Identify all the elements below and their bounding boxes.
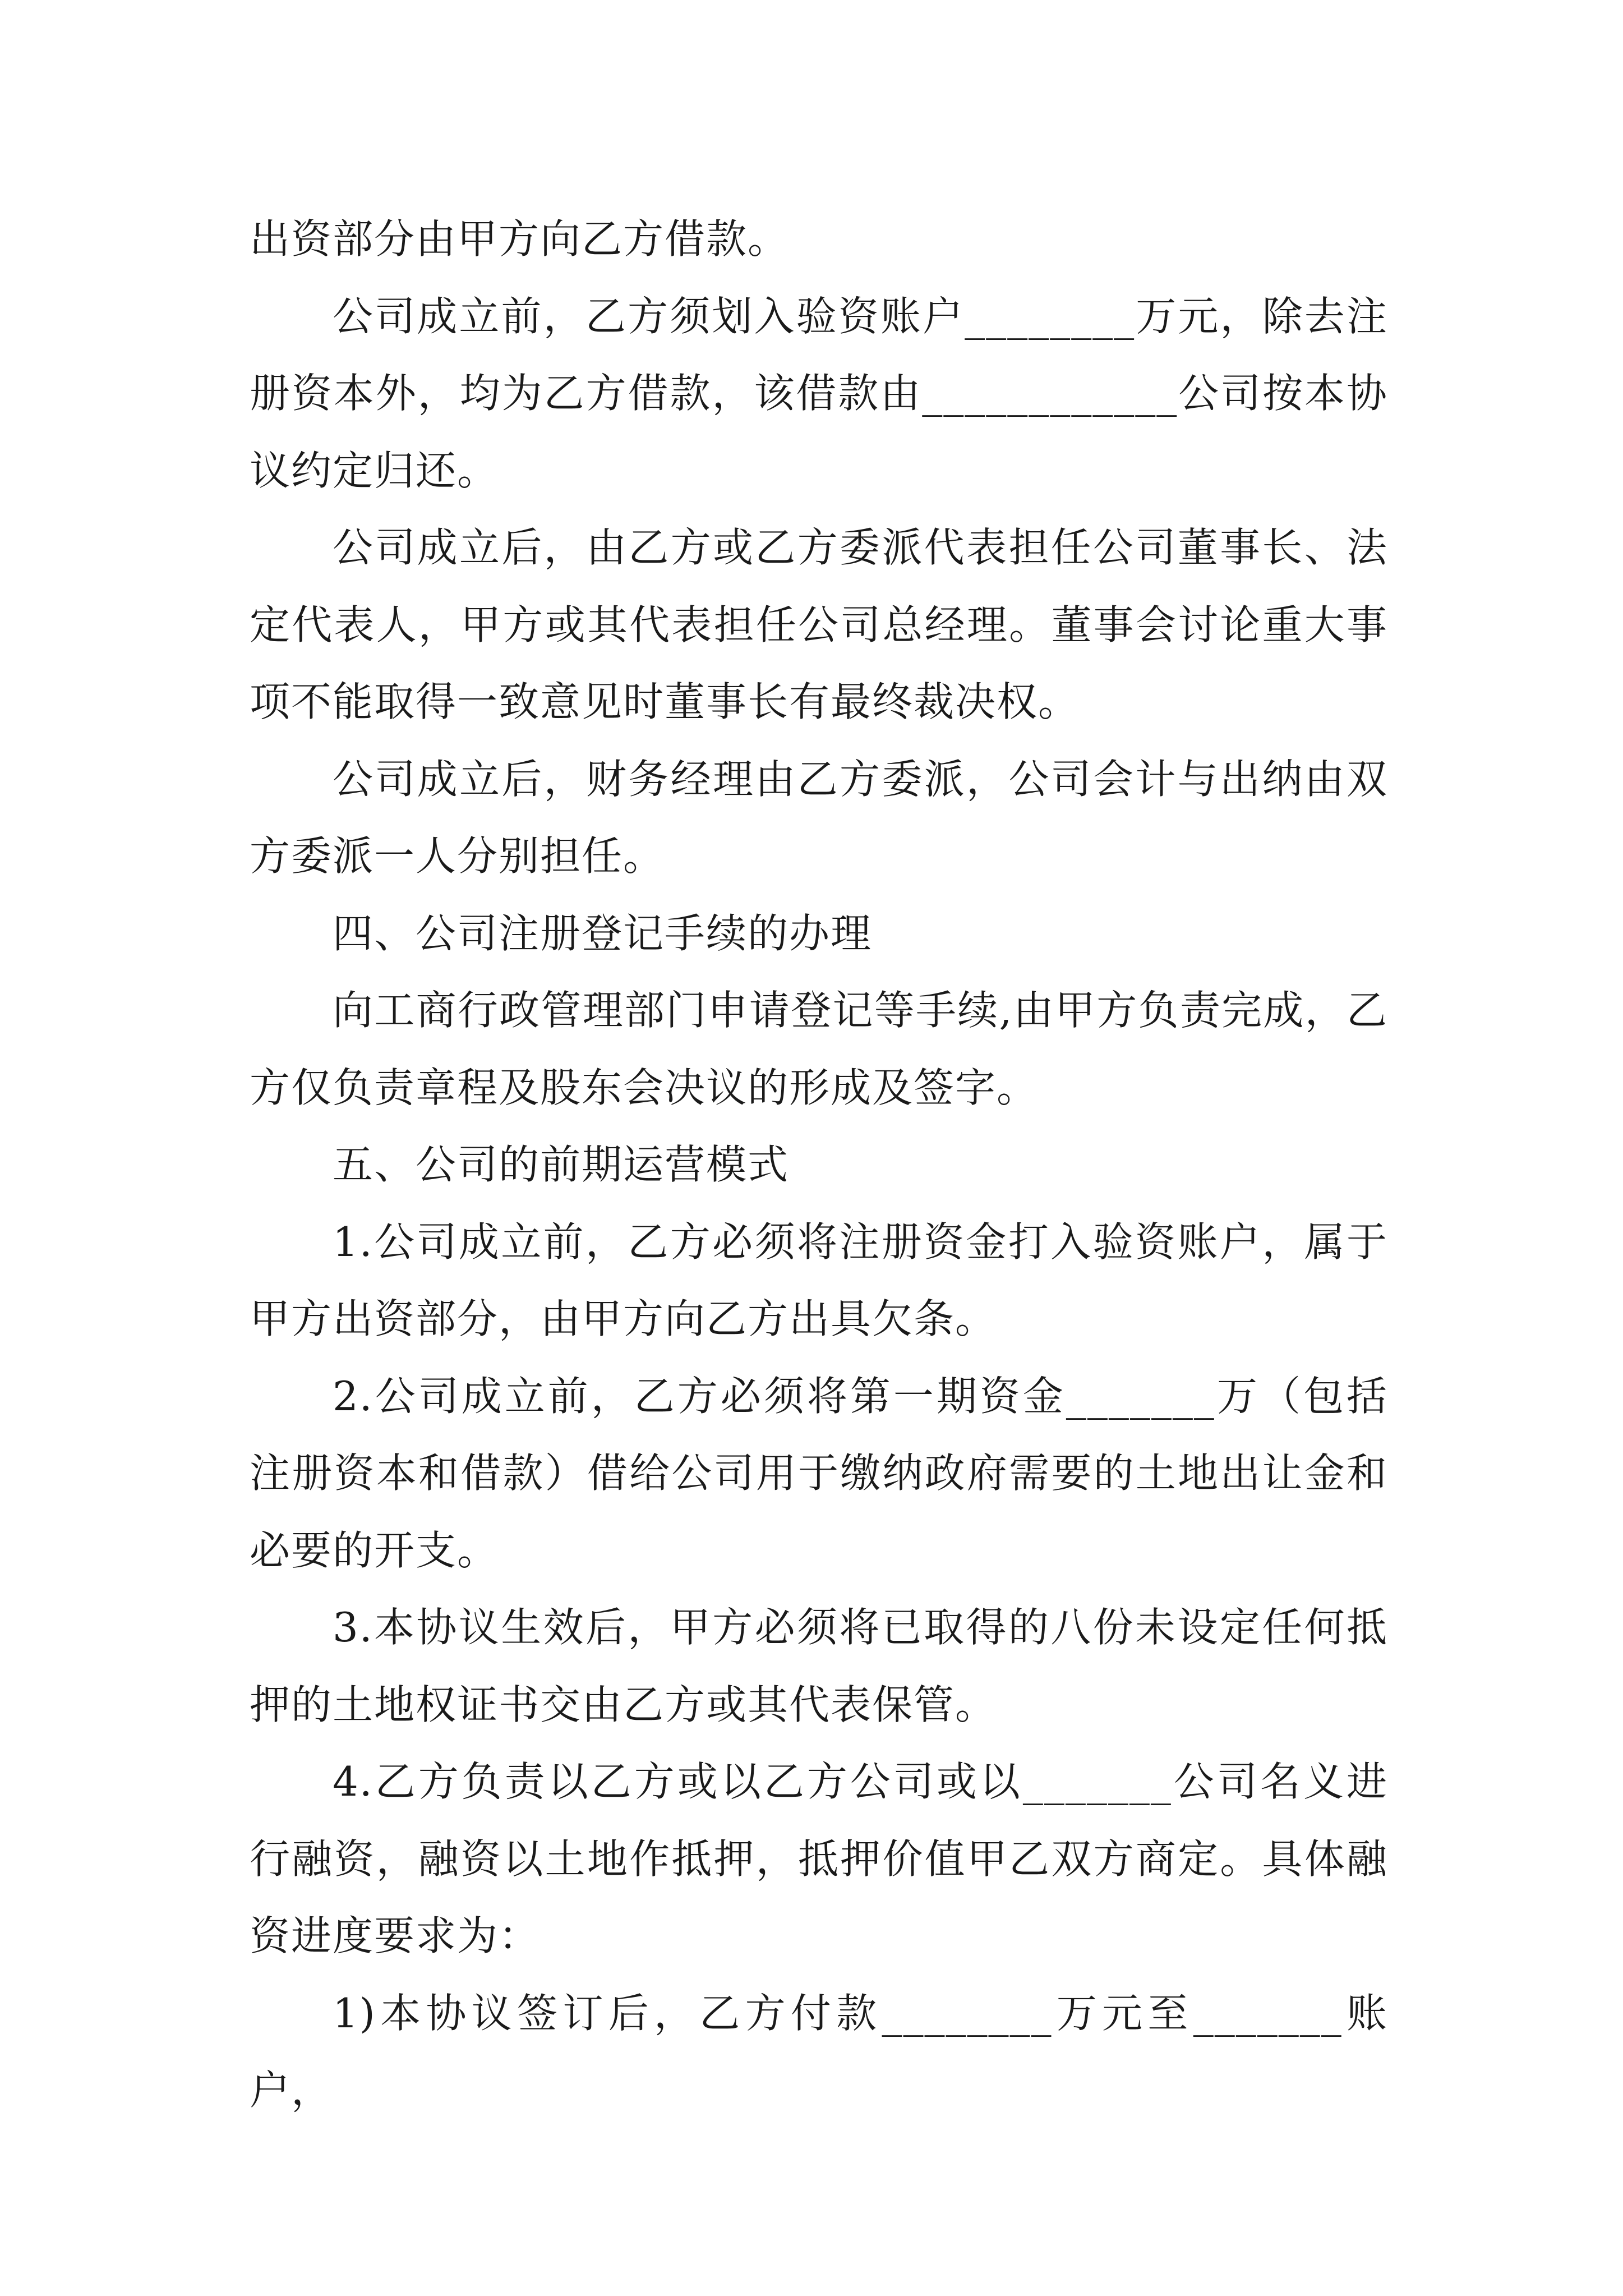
list-item-1: 1.公司成立前，乙方必须将注册资金打入验资账户，属于甲方出资部分，由甲方向乙方出具欠条。 <box>250 1218 1388 1342</box>
list-item-4: 4.乙方负责以乙方或以乙方公司或以_______公司名义进行融资，融资以土地作抵押，抵押价值甲乙双方商定。具体融资进度要求为： <box>250 1758 1388 1959</box>
paragraph-board-chairman: 公司成立后，由乙方或乙方委派代表担任公司董事长、法定代表人，甲方或其代表担任公司总经理。董事会讨论重大事项不能取得一致意见时董事长有最终裁决权。 <box>250 524 1388 725</box>
section-heading-operation-mode: 五、公司的前期运营模式 <box>333 1141 790 1188</box>
section-heading-registration: 四、公司注册登记手续的办理 <box>333 909 873 957</box>
paragraph-finance-manager: 公司成立后，财务经理由乙方委派，公司会计与出纳由双方委派一人分别担任。 <box>250 755 1388 880</box>
paragraph-continuation: 出资部分由甲方向乙方借款。 <box>250 215 790 263</box>
document-body <box>250 201 1388 2129</box>
list-item-3: 3.本协议生效后，甲方必须将已取得的八份未设定任何抵押的土地权证书交由乙方或其代表保管。 <box>250 1604 1388 1728</box>
paragraph-capital-verification: 公司成立前，乙方须划入验资账户________万元，除去注册资本外，均为乙方借款，该借款由____________公司按本协议约定归还。 <box>250 292 1388 494</box>
list-item-2: 2.公司成立前，乙方必须将第一期资金_______万（包括注册资本和借款）借给公司用于缴纳政府需要的土地出让金和必要的开支。 <box>250 1372 1388 1574</box>
sub-item-1: 1)本协议签订后，乙方付款________万元至_______账户， <box>250 1989 1388 2114</box>
paragraph-registration-procedure: 向工商行政管理部门申请登记等手续,由甲方负责完成，乙方仅负责章程及股东会决议的形成及签字。 <box>250 987 1388 1111</box>
